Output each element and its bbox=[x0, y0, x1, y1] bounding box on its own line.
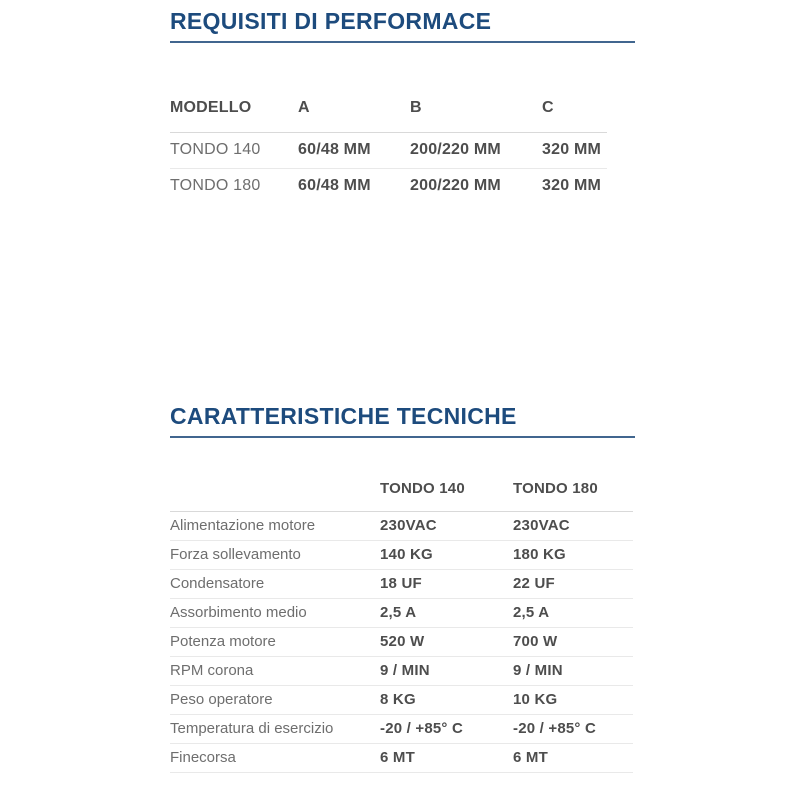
table-cell: 2,5 A bbox=[380, 599, 513, 628]
title-underline bbox=[170, 41, 635, 43]
section-title-technical: CARATTERISTICHE TECNICHE bbox=[170, 403, 517, 429]
table-cell: 60/48 MM bbox=[298, 177, 371, 194]
table-cell: 8 KG bbox=[380, 686, 513, 715]
table-cell: 230VAC bbox=[380, 512, 513, 541]
table-cell: Assorbimento medio bbox=[170, 599, 380, 628]
table-cell: 180 KG bbox=[513, 541, 633, 570]
table-row bbox=[170, 133, 607, 169]
table-row bbox=[170, 570, 633, 599]
table-cell: 520 W bbox=[380, 628, 513, 657]
table-cell: Temperatura di esercizio bbox=[170, 715, 380, 744]
table-cell: -20 / +85° C bbox=[513, 715, 633, 744]
table-cell: 6 MT bbox=[380, 744, 513, 773]
table-cell: 60/48 MM bbox=[298, 133, 410, 169]
table-cell: 10 KG bbox=[513, 686, 633, 715]
table-header-row bbox=[170, 480, 633, 512]
section-technical bbox=[170, 403, 635, 773]
table-cell: 2,5 A bbox=[513, 599, 633, 628]
section-performance bbox=[170, 8, 635, 204]
table-cell: Potenza motore bbox=[170, 628, 380, 657]
table-header-row bbox=[170, 99, 607, 133]
table-cell: 200/220 MM bbox=[410, 133, 542, 169]
col-header-c: C bbox=[542, 99, 607, 133]
table-cell: RPM corona bbox=[170, 657, 380, 686]
table-row bbox=[170, 657, 633, 686]
table-cell: -20 / +85° C bbox=[380, 715, 513, 744]
section-title-performance: REQUISITI DI PERFORMACE bbox=[170, 8, 492, 34]
table-cell: Forza sollevamento bbox=[170, 541, 380, 570]
title-underline bbox=[170, 436, 635, 438]
table-cell: Peso operatore bbox=[170, 686, 380, 715]
col-header-tondo-180: TONDO 180 bbox=[513, 480, 633, 512]
table-cell: 320 MM bbox=[542, 133, 607, 169]
col-header-modello: MODELLO bbox=[170, 99, 298, 133]
table-row bbox=[170, 599, 633, 628]
col-header-b: B bbox=[410, 99, 542, 133]
technical-table bbox=[170, 480, 633, 773]
table-cell: 18 UF bbox=[380, 570, 513, 599]
table-cell: 9 / MIN bbox=[380, 657, 513, 686]
table-row bbox=[170, 541, 633, 570]
table-cell: 22 UF bbox=[513, 570, 633, 599]
table-cell: 230VAC bbox=[513, 512, 633, 541]
table-row bbox=[170, 686, 633, 715]
table-cell: Condensatore bbox=[170, 570, 380, 599]
table-cell: 6 MT bbox=[513, 744, 633, 773]
col-header-tondo-140: TONDO 140 bbox=[380, 480, 513, 512]
table-cell: 700 W bbox=[513, 628, 633, 657]
table-cell: Finecorsa bbox=[170, 744, 380, 773]
performance-table bbox=[170, 99, 607, 204]
table-row bbox=[170, 744, 633, 773]
table-row bbox=[170, 628, 633, 657]
table-cell: 320 MM bbox=[542, 177, 601, 194]
col-header-a: A bbox=[298, 99, 410, 133]
table-row bbox=[170, 169, 607, 205]
table-cell: Alimentazione motore bbox=[170, 512, 380, 541]
col-header-empty bbox=[170, 480, 380, 512]
table-cell: 140 KG bbox=[380, 541, 513, 570]
table-cell: 9 / MIN bbox=[513, 657, 633, 686]
table-cell: TONDO 180 bbox=[170, 177, 261, 194]
table-cell: TONDO 140 bbox=[170, 133, 298, 169]
table-row bbox=[170, 715, 633, 744]
table-row bbox=[170, 512, 633, 541]
table-cell: 200/220 MM bbox=[410, 177, 501, 194]
